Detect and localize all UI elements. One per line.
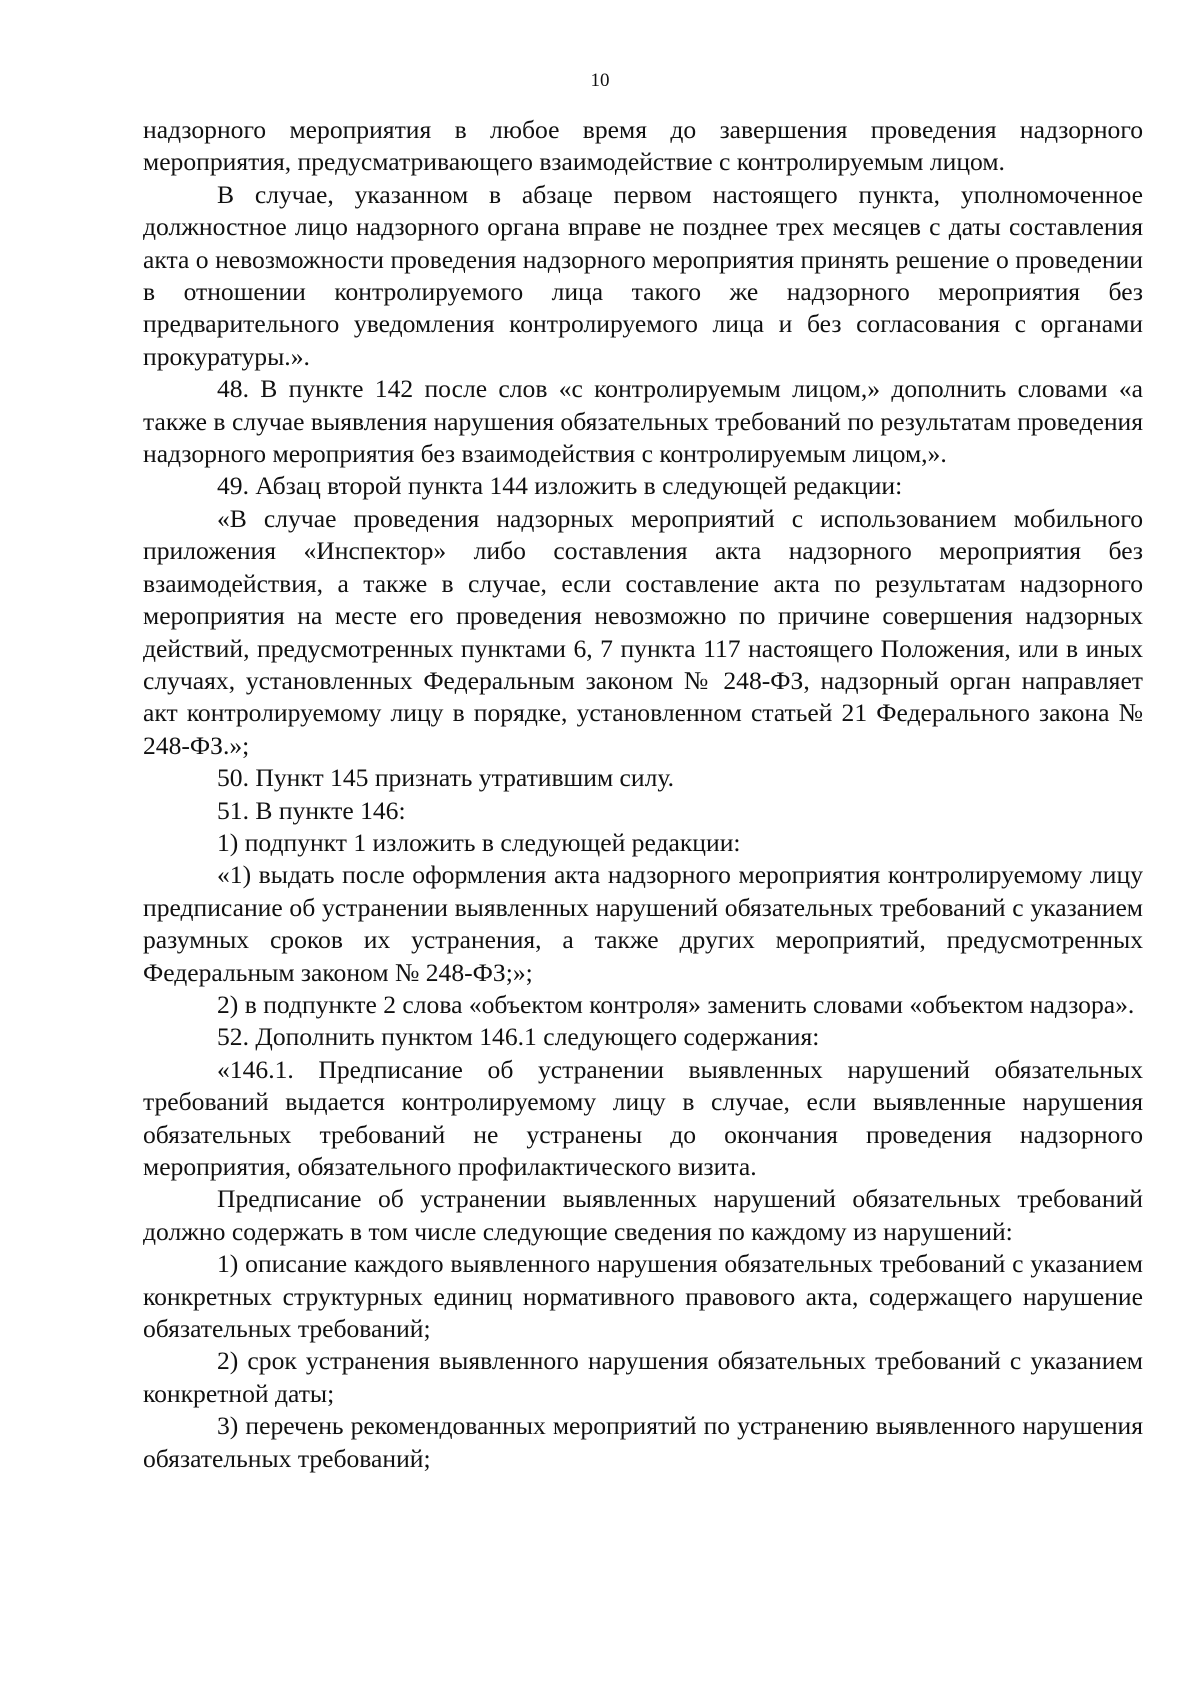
paragraph-item-146-1: «146.1. Предписание об устранении выявленных нарушений обязательных требований выдается контролируемому лицу в случае, если выявленные нарушения обязательных требований не устранены до окончания проведения надзорного мероприятия, обязательного профилактического визита. — [143, 1054, 1143, 1181]
paragraph-item-49-text: «В случае проведения надзорных мероприятий с использованием мобильного приложения «Инспектор» либо составления акта надзорного мероприятия без взаимодействия, а также в случае, если составление акта по результатам надзорного мероприятия на месте его проведения невозможно по причине совершения надзорных действий, предусмотренных пунктами 6, 7 пункта 117 настоящего Положения, или в иных случаях, установленных Федеральным законом № 248-ФЗ, надзорный орган направляет акт контролируемому лицу в порядке, установленном статьей 21 Федерального закона № 248-ФЗ.»; — [143, 503, 1143, 760]
document-body — [143, 114, 1143, 1475]
paragraph-item-51-sub-2: 2) в подпункте 2 слова «объектом контроля» заменить словами «объектом надзора». — [217, 989, 1135, 1019]
paragraph-item-51-sub-1: 1) подпункт 1 изложить в следующей редакции: — [217, 827, 741, 857]
paragraph-item-51: 51. В пункте 146: — [217, 795, 406, 825]
list-item-1: 1) описание каждого выявленного нарушения обязательных требований с указанием конкретных структурных единиц нормативного правового акта, содержащего нарушение обязательных требований; — [143, 1249, 1143, 1344]
paragraph-order-content: Предписание об устранении выявленных нарушений обязательных требований должно содержать в том числе следующие сведения по каждому из нарушений: — [143, 1184, 1143, 1246]
list-item-3: 3) перечень рекомендованных мероприятий по устранению выявленного нарушения обязательных требований; — [143, 1411, 1143, 1473]
paragraph-item-50: 50. Пункт 145 признать утратившим силу. — [217, 763, 674, 793]
page-number: 10 — [590, 70, 610, 91]
paragraph-continued: надзорного мероприятия в любое время до завершения проведения надзорного мероприятия, предусматривающего взаимодействие с контролируемым лицом. — [143, 115, 1143, 177]
paragraph-case-decision: В случае, указанном в абзаце первом настоящего пункта, уполномоченное должностное лицо надзорного органа вправе не позднее трех месяцев с даты составления акта о невозможности проведения надзорного мероприятия принять решение о проведении в отношении контролируемого лица такого же надзорного мероприятия без предварительного уведомления контролируемого лица и без согласования с органами прокуратуры.». — [143, 179, 1143, 371]
paragraph-item-48: 48. В пункте 142 после слов «с контролируемым лицом,» дополнить словами «а также в случае выявления нарушения обязательных требований по результатам проведения надзорного мероприятия без взаимодействия с контролируемым лицом,». — [143, 374, 1143, 469]
paragraph-item-52: 52. Дополнить пунктом 146.1 следующего содержания: — [217, 1022, 820, 1052]
list-item-2: 2) срок устранения выявленного нарушения обязательных требований с указанием конкретной даты; — [143, 1346, 1143, 1408]
paragraph-item-49: 49. Абзац второй пункта 144 изложить в следующей редакции: — [217, 471, 903, 501]
paragraph-item-51-sub-1-text: «1) выдать после оформления акта надзорного мероприятия контролируемому лицу предписание об устранении выявленных нарушений обязательных требований с указанием разумных сроков их устранения, а также других мероприятий, предусмотренных Федеральным законом № 248-ФЗ;»; — [143, 860, 1143, 987]
